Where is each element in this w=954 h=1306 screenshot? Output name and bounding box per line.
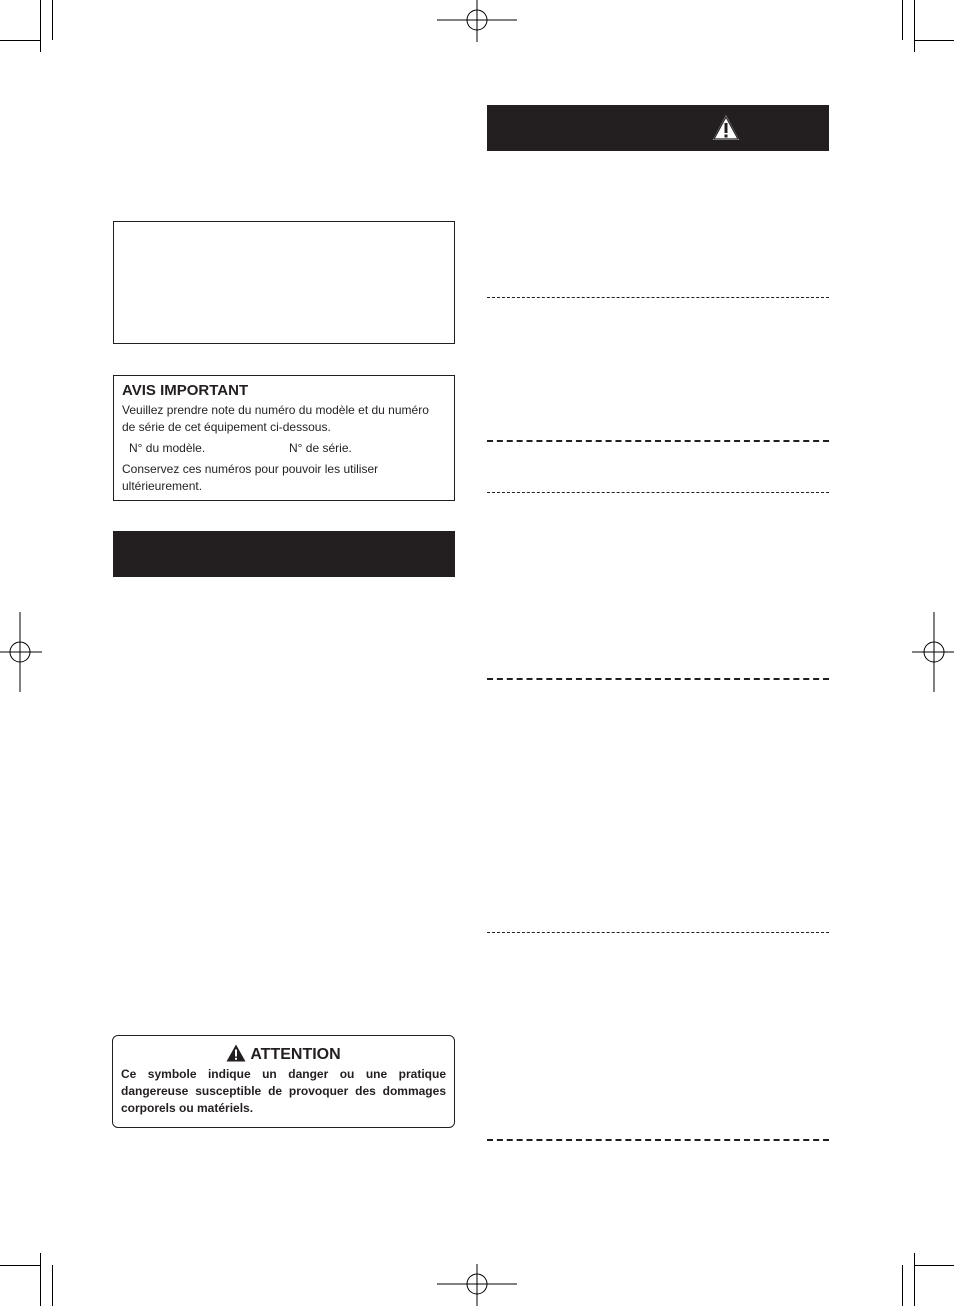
important-notice-line-3: Conservez ces numéros pour pouvoir les utiliser (122, 462, 379, 476)
section-divider (487, 440, 829, 442)
important-notice-box (113, 375, 455, 501)
attention-box (112, 1035, 455, 1128)
warning-header-bar (487, 105, 829, 151)
important-notice-title: AVIS IMPORTANT (122, 382, 249, 399)
section-divider (487, 678, 829, 680)
registration-mark-right (912, 612, 954, 692)
empty-notice-box (113, 221, 455, 344)
attention-title: ATTENTION (250, 1046, 341, 1063)
registration-mark-top (437, 0, 517, 42)
warning-triangle-icon (709, 111, 743, 143)
number-labels-row (122, 440, 446, 457)
section-divider (487, 1139, 829, 1141)
attention-text: Ce symbole indique un danger ou une pratique dangereuse susceptible de provoquer des dommages corporels ou matériels. (121, 1067, 446, 1115)
important-notice-line-4: ultérieurement. (122, 479, 203, 493)
section-divider (487, 492, 829, 493)
section-divider (487, 932, 829, 933)
left-section-header-bar (113, 531, 455, 577)
serial-number-label: N° de série. (289, 441, 352, 455)
warning-triangle-icon (226, 1044, 246, 1062)
model-number-label: N° du modèle. (129, 441, 206, 455)
registration-mark-left (0, 612, 42, 692)
important-notice-line-2: de série de cet équipement ci-dessous. (122, 420, 331, 434)
registration-mark-bottom (437, 1264, 517, 1306)
section-divider (487, 297, 829, 298)
attention-heading (121, 1044, 446, 1066)
important-notice-line-1: Veuillez prendre note du numéro du modèle et du numéro (122, 403, 429, 417)
